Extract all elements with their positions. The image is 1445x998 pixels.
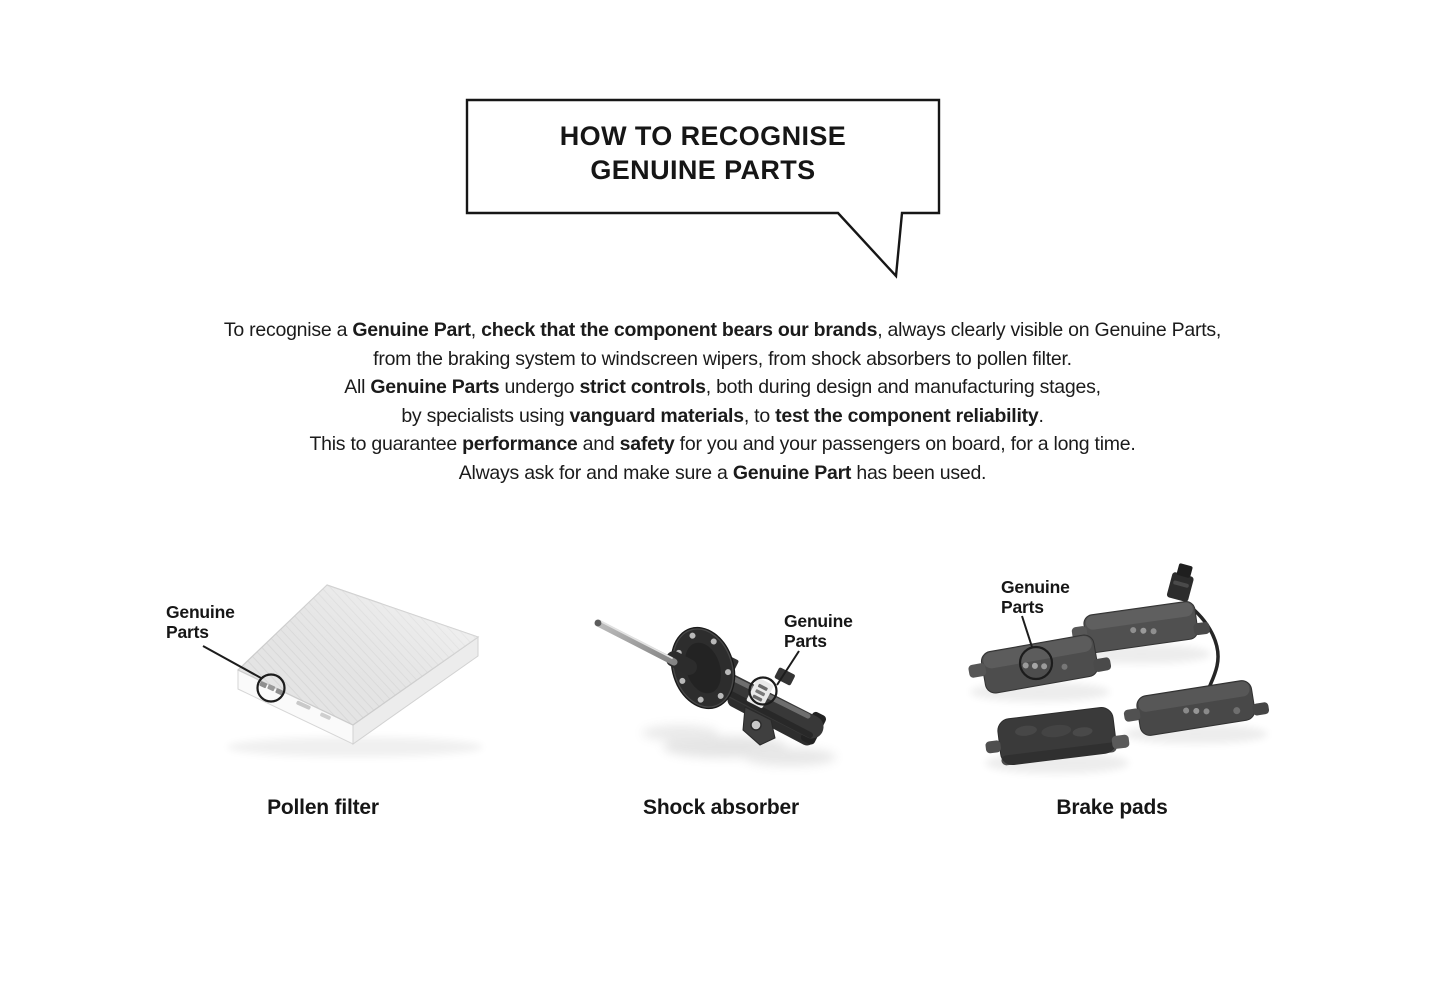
intro-line — [102, 316, 1343, 345]
genuine-parts-callout-label: Genuine Parts — [784, 611, 853, 651]
shock-piston-rod — [598, 623, 674, 662]
page-title-line2: GENUINE PARTS — [590, 155, 816, 185]
intro-text-segment: Genuine Part — [352, 319, 471, 341]
intro-text-segment: from the braking system to windscreen wipers, from shock absorbers to pollen filter. — [373, 347, 1072, 370]
page-title — [467, 119, 939, 187]
genuine-parts-callout-label: Genuine Parts — [1001, 577, 1070, 617]
genuine-parts-callout-label: Genuine Parts — [166, 602, 235, 642]
intro-line — [102, 345, 1343, 374]
intro-text-segment: test the component reliability — [775, 404, 1039, 427]
intro-line — [102, 373, 1343, 402]
intro-text-segment: vanguard materials — [569, 404, 744, 427]
intro-text-segment: and — [577, 433, 620, 456]
intro-text-segment: , always clearly visible on Genuine Parts, — [877, 319, 1222, 341]
shock-rod-highlight — [600, 621, 672, 658]
intro-text-segment: by specialists using — [401, 404, 570, 427]
intro-text-segment: strict controls — [579, 376, 706, 399]
intro-line — [102, 430, 1343, 459]
pollen-filter-image — [150, 565, 490, 780]
intro-text-segment: has been used. — [851, 461, 987, 484]
intro-text-segment: for you and your passengers on board, for a long time. — [674, 433, 1136, 456]
figure-caption-pollen-filter: Pollen filter — [267, 796, 379, 819]
intro-text-segment: safety — [619, 433, 675, 456]
intro-text-segment: performance — [462, 433, 578, 456]
intro-text-segment: undergo — [499, 376, 580, 399]
callout-line — [1022, 616, 1032, 647]
intro-paragraph — [102, 316, 1343, 488]
intro-text-segment: , to — [743, 404, 776, 427]
intro-line — [102, 459, 1343, 488]
intro-text-segment: check that the component bears our brands — [481, 319, 878, 341]
intro-text-segment: , both during design and manufacturing stages, — [705, 376, 1101, 399]
intro-text-segment: Genuine Parts — [370, 376, 500, 399]
intro-text-segment: Genuine Part — [732, 461, 852, 484]
intro-text-segment: . — [1038, 404, 1044, 427]
intro-text-segment: This to guarantee — [309, 433, 463, 456]
figure-caption-shock-absorber: Shock absorber — [643, 796, 799, 819]
intro-text-segment: All — [344, 376, 371, 399]
figure-caption-brake-pads: Brake pads — [1056, 796, 1168, 819]
intro-line — [102, 402, 1343, 431]
shock-rod-tip — [595, 620, 602, 627]
intro-text-segment: To recognise a — [223, 319, 353, 341]
intro-text-segment: , — [470, 319, 482, 341]
intro-text-segment: Always ask for and make sure a — [458, 461, 733, 484]
sensor-connector — [1166, 562, 1197, 602]
page-title-line1: HOW TO RECOGNISE — [559, 121, 847, 151]
